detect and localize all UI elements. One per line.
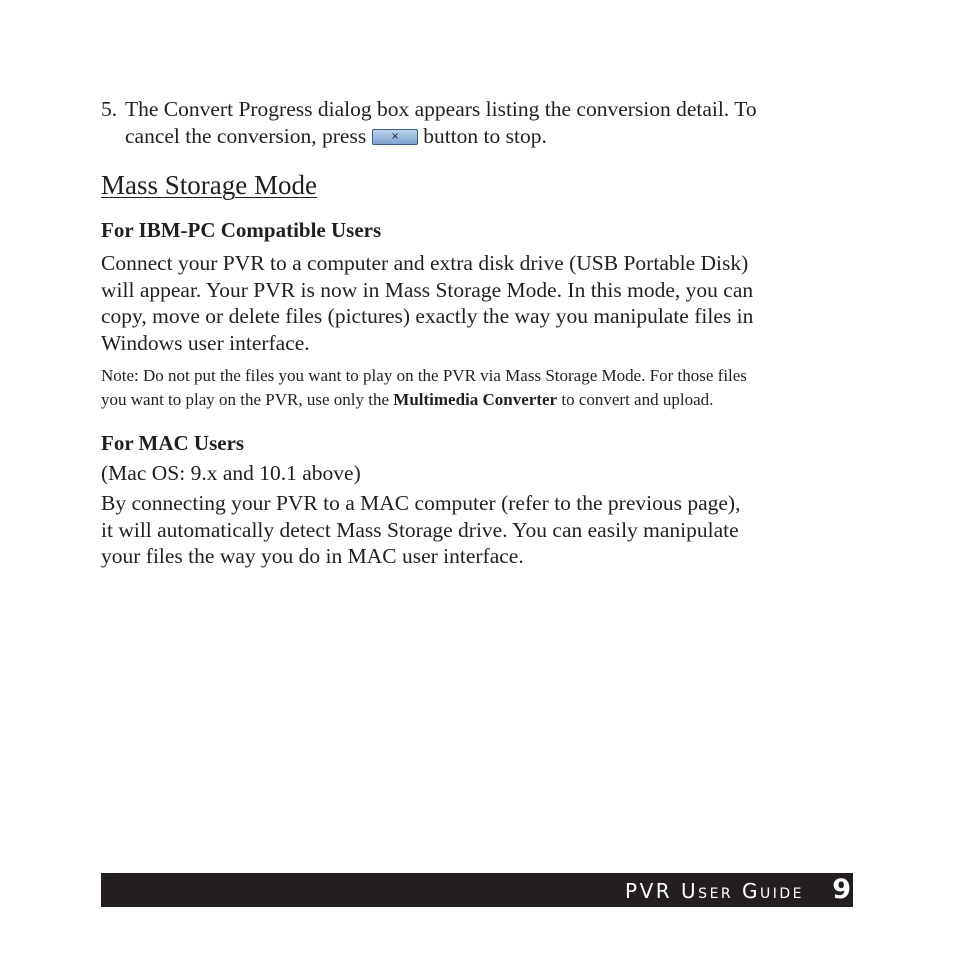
mac-paragraph bbox=[101, 490, 861, 570]
mac-line: By connecting your PVR to a MAC computer (refer to the previous page), bbox=[101, 491, 741, 515]
step-5-text-after: button to stop. bbox=[423, 124, 547, 148]
note-text-after: to convert and upload. bbox=[561, 390, 714, 409]
mac-line: your files the way you do in MAC user interface. bbox=[101, 544, 524, 568]
mac-line: it will automatically detect Mass Storage drive. You can easily manipulate bbox=[101, 517, 739, 542]
multimedia-converter-name: Multimedia Converter bbox=[393, 390, 558, 409]
ibm-paragraph bbox=[101, 250, 861, 356]
note-line-2 bbox=[101, 388, 861, 412]
mac-heading: For MAC Users bbox=[101, 431, 245, 455]
ibm-note bbox=[101, 364, 861, 412]
footer-bar bbox=[101, 873, 853, 907]
footer-title: PVR User Guide bbox=[625, 879, 804, 903]
mac-os-line: (Mac OS: 9.x and 10.1 above) bbox=[101, 461, 361, 485]
step-5-line-1: The Convert Progress dialog box appears listing the conversion detail. To bbox=[125, 97, 757, 121]
step-number: 5. bbox=[101, 97, 118, 121]
section-title: Mass Storage Mode bbox=[101, 170, 317, 200]
ibm-line: copy, move or delete files (pictures) exactly the way you manipulate files in bbox=[101, 304, 754, 328]
note-line-1: Note: Do not put the files you want to play on the PVR via Mass Storage Mode. For those files bbox=[101, 366, 747, 385]
ibm-line: Connect your PVR to a computer and extra disk drive (USB Portable Disk) bbox=[101, 251, 749, 275]
ibm-heading: For IBM-PC Compatible Users bbox=[101, 218, 382, 242]
ibm-line: will appear. Your PVR is now in Mass Storage Mode. In this mode, you can bbox=[101, 277, 754, 302]
page-number: 9 bbox=[832, 874, 851, 905]
cancel-button-icon: × bbox=[372, 129, 418, 145]
note-text-before: you want to play on the PVR, use only the bbox=[101, 390, 390, 409]
step-5-line-2 bbox=[125, 123, 547, 150]
step-5-text-before: cancel the conversion, press bbox=[125, 124, 367, 148]
ibm-line: Windows user interface. bbox=[101, 330, 310, 355]
